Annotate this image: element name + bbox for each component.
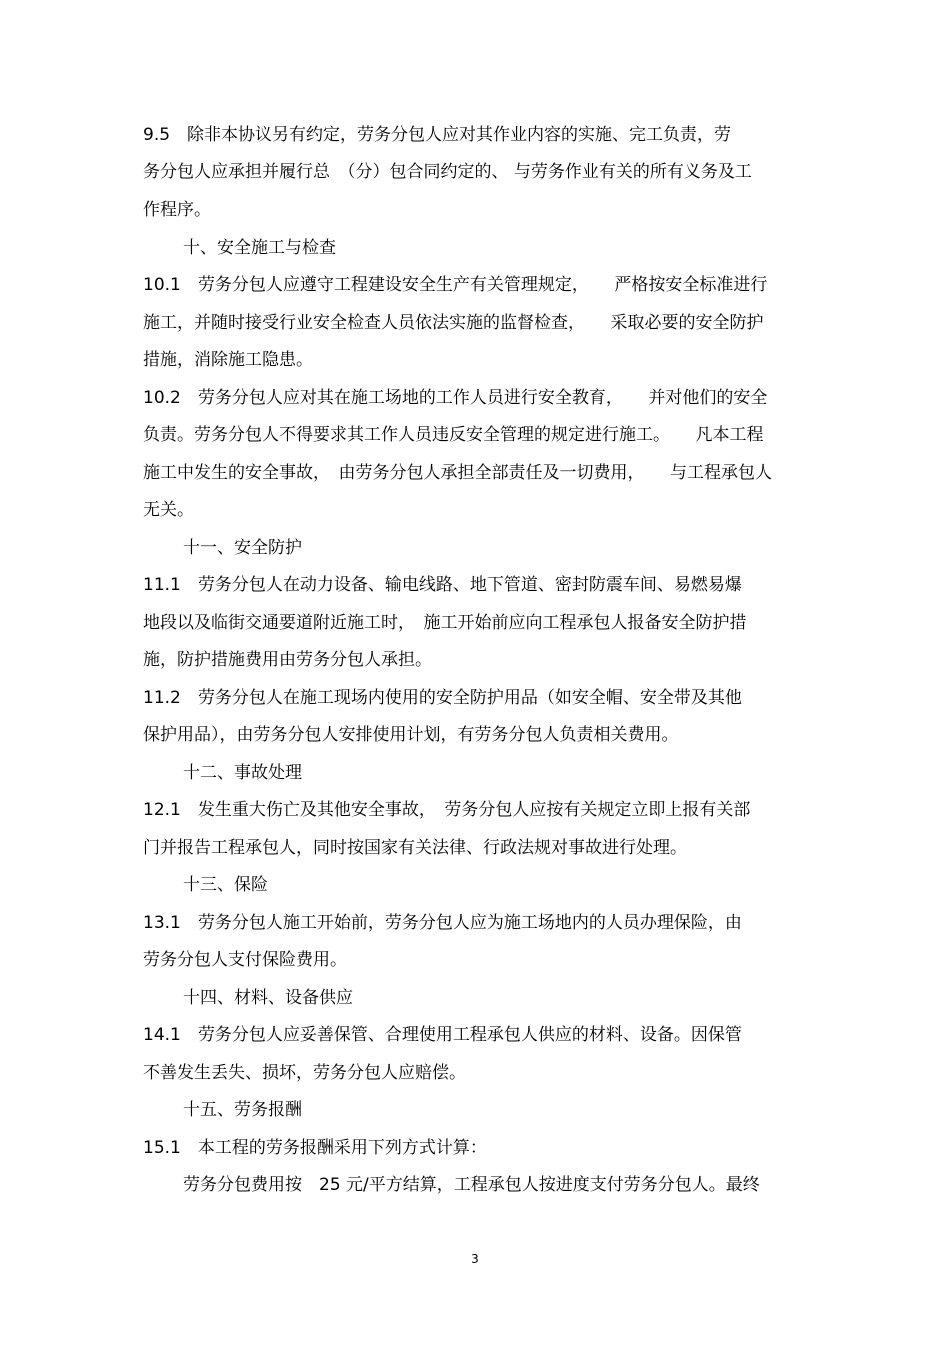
text-line: 门并报告工程承包人，同时按国家有关法律、行政法规对事故进行处理。 — [143, 838, 687, 858]
text-line: 13.1 劳务分包人施工开始前，劳务分包人应为施工场地内的人员办理保险，由 — [143, 913, 742, 933]
text-line: 施工，并随时接受行业安全检查人员依法实施的监督检查， 采取必要的安全防护 — [143, 313, 764, 333]
text-line: 劳务分包费用按 25 元/平方结算，工程承包人按进度支付劳务分包人。最终 — [183, 1175, 760, 1195]
text-line: 不善发生丢失、损坏，劳务分包人应赔偿。 — [143, 1063, 466, 1083]
text-line: 务分包人应承担并履行总 （分）包合同约定的、 与劳务作业有关的所有义务及工 — [143, 162, 752, 182]
section-heading: 十一、安全防护 — [183, 538, 302, 558]
text-line: 劳务分包人支付保险费用。 — [143, 950, 347, 970]
text-line: 无关。 — [143, 500, 194, 520]
text-line: 措施，消除施工隐患。 — [143, 350, 313, 370]
section-heading: 十五、劳务报酬 — [183, 1100, 302, 1120]
text-line: 10.1 劳务分包人应遵守工程建设安全生产有关管理规定， 严格按安全标准进行 — [143, 275, 768, 295]
text-line: 15.1 本工程的劳务报酬采用下列方式计算： — [143, 1138, 487, 1158]
section-heading: 十二、事故处理 — [183, 763, 302, 783]
text-line: 施工中发生的安全事故， 由劳务分包人承担全部责任及一切费用， 与工程承包人 — [143, 463, 772, 483]
text-line: 9.5 除非本协议另有约定，劳务分包人应对其作业内容的实施、完工负责，劳 — [143, 125, 732, 145]
section-heading: 十、安全施工与检查 — [183, 238, 336, 258]
text-line: 施，防护措施费用由劳务分包人承担。 — [143, 650, 432, 670]
text-line: 11.2 劳务分包人在施工现场内使用的安全防护用品（如安全帽、安全带及其他 — [143, 688, 742, 708]
page-number: 3 — [471, 1252, 479, 1266]
text-line: 作程序。 — [143, 200, 211, 220]
text-line: 10.2 劳务分包人应对其在施工场地的工作人员进行安全教育， 并对他们的安全 — [143, 388, 768, 408]
text-line: 保护用品），由劳务分包人安排使用计划，有劳务分包人负责相关费用。 — [143, 725, 679, 745]
text-line: 地段以及临街交通要道附近施工时， 施工开始前应向工程承包人报备安全防护措 — [143, 613, 747, 633]
text-line: 14.1 劳务分包人应妥善保管、合理使用工程承包人供应的材料、设备。因保管 — [143, 1025, 742, 1045]
section-heading: 十四、材料、设备供应 — [183, 988, 353, 1008]
section-heading: 十三、保险 — [183, 875, 268, 895]
text-line: 负责。劳务分包人不得要求其工作人员违反安全管理的规定进行施工。 凡本工程 — [143, 425, 764, 445]
text-line: 11.1 劳务分包人在动力设备、输电线路、地下管道、密封防震车间、易燃易爆 — [143, 575, 742, 595]
text-line: 12.1 发生重大伤亡及其他安全事故， 劳务分包人应按有关规定立即上报有关部 — [143, 800, 751, 820]
